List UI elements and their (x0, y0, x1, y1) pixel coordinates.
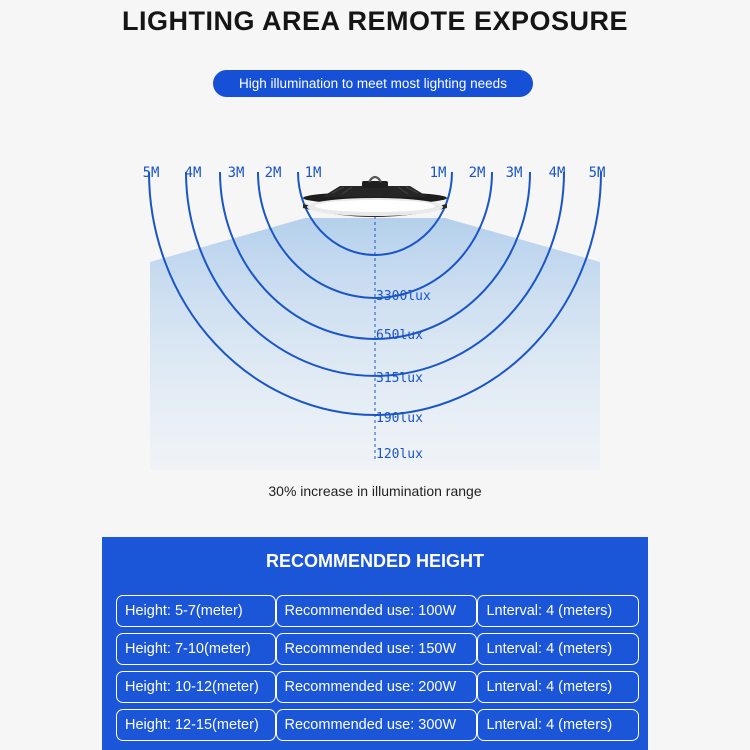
distance-label-left-2m: 2M (264, 165, 282, 181)
distance-label-left-1m: 1M (304, 165, 322, 181)
use-cell: Recommended use: 300W (276, 709, 478, 741)
recommended-height-panel (102, 537, 648, 750)
page-title: LIGHTING AREA REMOTE EXPOSURE (121, 6, 629, 36)
height-cell: Height: 12-15(meter) (116, 709, 276, 741)
distance-label-right-1m: 1M (429, 165, 447, 181)
lux-label-4m: 190lux (376, 411, 423, 426)
recommended-height-table (116, 589, 639, 747)
lux-label-2m: 650lux (376, 328, 423, 343)
interval-cell: Lnterval: 4 (meters) (477, 671, 639, 703)
table-row (116, 633, 639, 665)
lux-label-3m: 315lux (376, 371, 423, 386)
recommended-height-title: RECOMMENDED HEIGHT (265, 551, 484, 571)
distance-label-left-3m: 3M (227, 165, 245, 181)
table-row (116, 709, 639, 741)
lux-label-5m: 120lux (376, 447, 423, 462)
height-cell: Height: 7-10(meter) (116, 633, 276, 665)
interval-cell: Lnterval: 4 (meters) (477, 595, 639, 627)
use-cell: Recommended use: 150W (276, 633, 478, 665)
illumination-caption: 30% increase in illumination range (268, 483, 482, 499)
table-row (116, 595, 639, 627)
use-cell: Recommended use: 100W (276, 595, 478, 627)
distance-label-left-4m: 4M (184, 165, 202, 181)
lux-label-1m: 3300lux (376, 289, 431, 304)
use-cell: Recommended use: 200W (276, 671, 478, 703)
distance-label-left-5m: 5M (142, 165, 160, 181)
interval-cell: Lnterval: 4 (meters) (477, 633, 639, 665)
distance-label-right-4m: 4M (548, 165, 566, 181)
distance-label-right-3m: 3M (505, 165, 523, 181)
height-cell: Height: 5-7(meter) (116, 595, 276, 627)
distance-label-right-5m: 5M (588, 165, 606, 181)
distance-label-right-2m: 2M (468, 165, 486, 181)
height-cell: Height: 10-12(meter) (116, 671, 276, 703)
lamp-fixture-icon (303, 177, 447, 217)
table-row (116, 671, 639, 703)
interval-cell: Lnterval: 4 (meters) (477, 709, 639, 741)
subtitle-pill: High illumination to meet most lighting needs (213, 70, 533, 97)
